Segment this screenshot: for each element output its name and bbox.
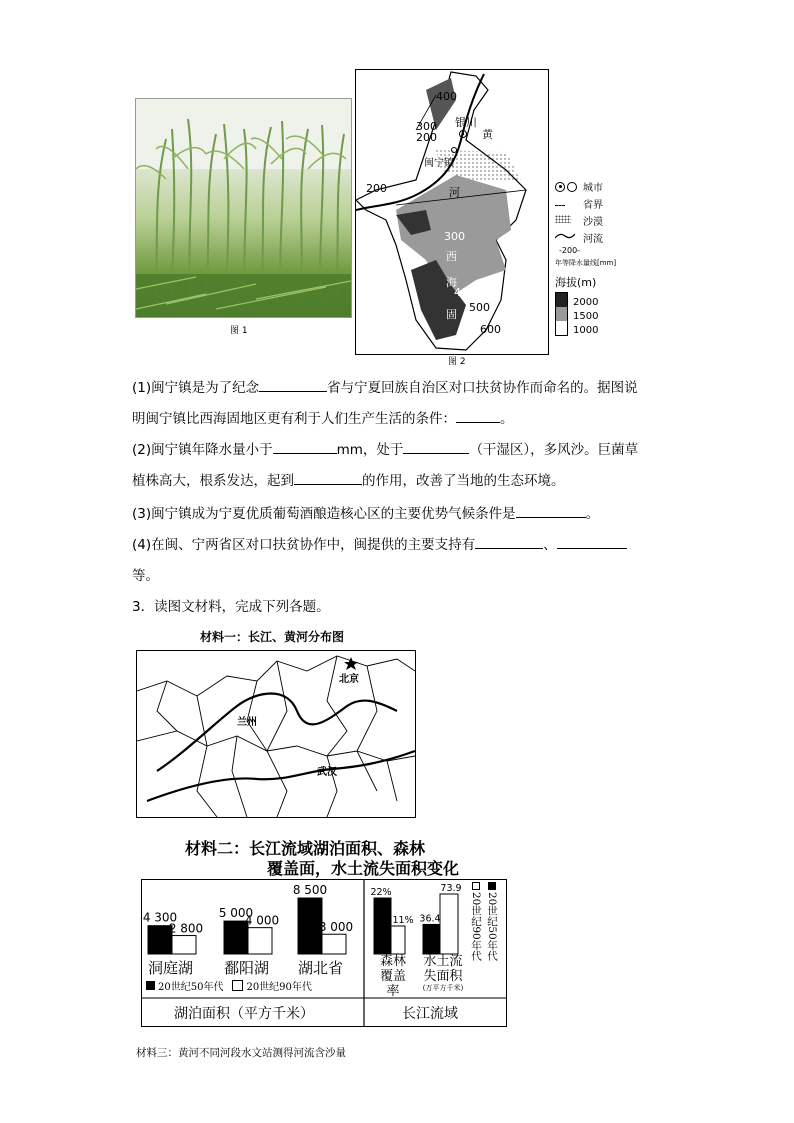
lanzhou-label: 兰州 (237, 717, 257, 728)
q1b-text-pre: 明闽宁镇比西海固地区更有利于人们生产生活的条件： (132, 411, 456, 427)
bar-90s-1 (248, 928, 272, 954)
right-legend-50s-swatch (488, 882, 496, 890)
beijing-label: 北京 (339, 674, 359, 685)
answer-blank-7[interactable] (475, 536, 543, 549)
cat-dongting: 洞庭湖 (148, 959, 194, 977)
forest-label-2: 覆盖率 (379, 969, 406, 999)
figure-1-caption: 图 1 (230, 326, 248, 336)
left-legend (146, 978, 312, 993)
erosion-bar-90s (440, 894, 458, 954)
desert-icon (555, 215, 583, 226)
answer-blank-5[interactable] (294, 472, 362, 485)
q1b-text-post: 。 (500, 411, 514, 427)
legend-river: 河流 (583, 234, 603, 245)
figure-2-caption: 图 2 (448, 357, 466, 367)
legend-90s-label: 20世纪90年代 (246, 982, 312, 993)
forest-value-90s: 11% (392, 915, 414, 926)
answer-blank-8[interactable] (557, 536, 627, 549)
q2a-text-mid1: mm，处于 (336, 442, 404, 458)
isohyet-200: 200 (416, 131, 437, 144)
question-4-line-2: 等。 (132, 568, 159, 584)
minning-label: 闽宁镇 (424, 158, 454, 169)
forest-bar-50s (374, 898, 391, 954)
value-90s-2: 3 000 (318, 920, 354, 935)
value-50s-2: 8 500 (292, 883, 328, 897)
legend-city: 城市 (583, 183, 603, 194)
map-legend (555, 178, 655, 338)
right-legend-90s-label: 20世纪90年代 (470, 892, 482, 961)
right-legend-50s (486, 882, 497, 961)
rivers-map-drawing (137, 651, 415, 817)
value-50s-0: 4 300 (142, 910, 178, 925)
value-90s-1: 4 000 (244, 913, 280, 928)
q2b-text-post: 的作用，改善了当地的生态环境。 (362, 473, 565, 489)
q4-text-sep: 、 (543, 537, 557, 553)
xi-label: 西 (446, 250, 457, 263)
bar-90s-0 (172, 936, 196, 954)
elevation-scale-icon (555, 292, 568, 336)
isohyet-500: 500 (469, 301, 490, 314)
q2a-text-mid2: （干湿区），多风沙。巨菌草 (469, 442, 639, 458)
isohyet-600: 600 (480, 323, 501, 336)
isohyet-300: 300 (416, 120, 437, 133)
q1a-text-post: 省与宁夏回族自治区对口扶贫协作而命名的。据图说 (327, 380, 638, 396)
material-1-title: 材料一：长江、黄河分布图 (200, 630, 345, 644)
answer-blank-6[interactable] (516, 505, 586, 518)
question-1-line-2 (132, 404, 672, 435)
material-2-chart (141, 879, 507, 1027)
legend-isohyet-value: -200- (559, 246, 581, 255)
value-50s-1: 5 000 (218, 906, 254, 921)
right-legend-90s-swatch (472, 882, 480, 890)
answer-blank-3[interactable] (273, 441, 337, 454)
forest-bar-90s (391, 926, 405, 954)
answer-blank-1[interactable] (259, 379, 327, 392)
legend-desert: 沙漠 (583, 217, 603, 228)
legend-border: 省界 (583, 200, 603, 211)
wuhan-label: 武汉 (317, 767, 337, 778)
river-icon (555, 232, 583, 243)
forest-label-1: 森林 (379, 954, 406, 969)
left-footer: 湖泊面积（平方千米） (174, 1006, 314, 1022)
question-4-line-1 (132, 530, 672, 561)
isohyet-200-west: 200 (366, 182, 387, 195)
erosion-unit: (万平方千米) (422, 984, 464, 992)
legend-e1000: 1000 (573, 325, 599, 336)
q1a-text-pre: (1)闽宁镇是为了纪念 (132, 380, 260, 396)
right-legend-50s-label: 20世纪50年代 (486, 892, 498, 961)
erosion-label-2: 失面积 (423, 969, 463, 984)
isohyet-400-south: 400 (454, 286, 475, 299)
material-2-title-2: 覆盖面，水土流失面积变化 (267, 859, 460, 878)
legend-50s-label: 20世纪50年代 (158, 982, 224, 993)
cat-hubei: 湖北省 (298, 959, 344, 977)
yinchuan-label: 银川 (455, 116, 477, 129)
question-2-line-1 (132, 435, 672, 466)
hai-label: 海 (446, 276, 457, 289)
q2a-text-pre: (2)闽宁镇年降水量小于 (132, 442, 273, 458)
juncao-photo (135, 98, 352, 318)
grass-illustration (136, 99, 351, 317)
legend-90s-swatch (232, 980, 243, 991)
forest-label (374, 954, 412, 999)
city-icon (555, 182, 583, 192)
erosion-value-50s: 36.4 (419, 913, 441, 925)
erosion-label-1: 水土流 (423, 954, 463, 969)
isohyet-300-south: 300 (444, 230, 465, 243)
he-label: 河 (449, 186, 460, 199)
question-3-line (132, 499, 672, 530)
legend-e2000: 2000 (573, 297, 599, 308)
right-legend-90s (470, 882, 481, 961)
rivers-map (136, 650, 416, 818)
legend-isohyet: 年等降水量线[mm] (555, 259, 617, 267)
legend-e1500: 1500 (573, 311, 599, 322)
q4-text-pre: (4)在闽、宁两省区对口扶贫协作中，闽提供的主要支持有 (132, 537, 476, 553)
cat-poyang: 鄱阳湖 (224, 959, 270, 977)
q2b-text-pre: 植株高大，根系发达，起到 (132, 473, 294, 489)
gu-label: 固 (446, 308, 457, 321)
value-90s-0: 2 800 (168, 921, 204, 936)
material-2-title-1: 材料二：长江流域湖泊面积、森林 (185, 839, 426, 858)
forest-value-50s: 22% (370, 887, 392, 898)
answer-blank-4[interactable] (403, 441, 469, 454)
ningxia-map (355, 69, 549, 355)
question-1-line-1 (132, 373, 672, 404)
legend-elevation-title: 海拔(m) (555, 276, 597, 289)
answer-blank-2[interactable] (456, 410, 500, 423)
huang-label: 黄 (482, 128, 493, 141)
border-icon (555, 198, 583, 209)
q3-text-post: 。 (585, 506, 600, 522)
erosion-bar-50s (423, 924, 440, 954)
material-3-title: 材料三：黄河不同河段水文站测得河流含沙量 (136, 1047, 346, 1059)
q3-text-pre: (3)闽宁镇成为宁夏优质葡萄酒酿造核心区的主要优势气候条件是 (132, 506, 516, 522)
section-3-heading: 3．读图文材料，完成下列各题。 (132, 599, 330, 615)
erosion-value-90s: 73.9 (440, 883, 462, 894)
bar-90s-2 (322, 934, 346, 954)
question-2-line-2 (132, 466, 672, 497)
legend-50s-swatch (146, 981, 155, 990)
right-footer: 长江流域 (402, 1006, 458, 1022)
isohyet-400: 400 (436, 90, 457, 103)
erosion-label (418, 954, 468, 993)
